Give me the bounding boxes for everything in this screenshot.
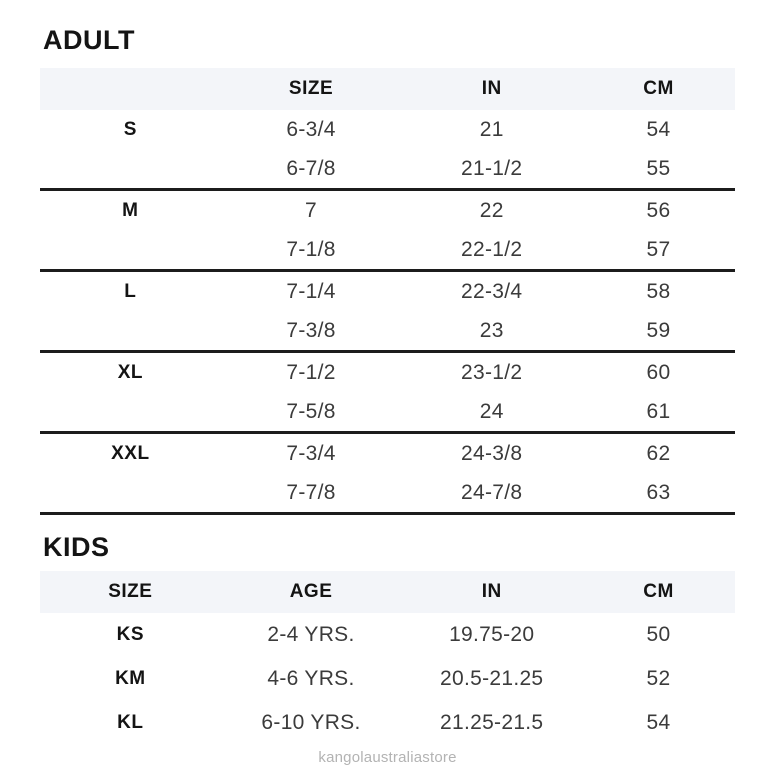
size-group-s	[40, 110, 735, 191]
cm-value: 62	[646, 441, 671, 465]
table-row	[40, 392, 735, 431]
hat-size-value: 7-3/8	[286, 318, 336, 342]
adult-header-cm: CM	[643, 78, 674, 99]
cm-value: 50	[646, 623, 671, 646]
cm-value: 55	[646, 156, 671, 180]
cm-value: 54	[646, 711, 671, 734]
size-group-m	[40, 191, 735, 272]
table-row	[40, 434, 735, 473]
table-row	[40, 230, 735, 269]
cm-value: 60	[646, 360, 671, 384]
inches-value: 24	[479, 399, 504, 423]
hat-size-value: 7-7/8	[286, 480, 336, 504]
size-label: L	[124, 280, 137, 302]
age-value: 2-4 YRS.	[267, 623, 355, 646]
inches-value: 21.25-21.5	[440, 711, 544, 734]
table-row	[40, 613, 735, 657]
cm-value: 56	[646, 198, 671, 222]
hat-size-value: 6-3/4	[286, 117, 336, 141]
cm-value: 57	[646, 237, 671, 261]
size-label: XXL	[111, 442, 150, 464]
table-row	[40, 311, 735, 350]
table-row	[40, 149, 735, 188]
hat-size-value: 7	[305, 198, 318, 222]
size-label: KL	[117, 712, 144, 733]
adult-section-title: ADULT	[43, 25, 135, 55]
age-value: 4-6 YRS.	[267, 667, 355, 690]
table-row	[40, 657, 735, 701]
table-row	[40, 473, 735, 512]
inches-value: 23	[479, 318, 504, 342]
hat-size-value: 7-1/8	[286, 237, 336, 261]
inches-value: 21	[479, 117, 504, 141]
kids-header-size: SIZE	[108, 581, 153, 602]
adult-header-in: IN	[481, 78, 502, 99]
inches-value: 24-3/8	[461, 441, 523, 465]
inches-value: 22-3/4	[461, 279, 523, 303]
cm-value: 63	[646, 480, 671, 504]
hat-size-value: 6-7/8	[286, 156, 336, 180]
inches-value: 24-7/8	[461, 480, 523, 504]
inches-value: 21-1/2	[461, 156, 523, 180]
table-row	[40, 191, 735, 230]
table-row	[40, 272, 735, 311]
hat-size-value: 7-1/2	[286, 360, 336, 384]
adult-size-table	[40, 68, 735, 515]
table-row	[40, 110, 735, 149]
hat-size-value: 7-1/4	[286, 279, 336, 303]
age-value: 6-10 YRS.	[261, 711, 361, 734]
inches-value: 20.5-21.25	[440, 667, 544, 690]
table-row	[40, 353, 735, 392]
cm-value: 54	[646, 117, 671, 141]
table-row	[40, 701, 735, 745]
cm-value: 52	[646, 667, 671, 690]
inches-value: 23-1/2	[461, 360, 523, 384]
size-label: KM	[115, 668, 146, 689]
cm-value: 59	[646, 318, 671, 342]
store-watermark: kangolaustraliastore	[318, 749, 457, 766]
inches-value: 19.75-20	[449, 623, 535, 646]
kids-header-in: IN	[481, 581, 502, 602]
size-group-xxl	[40, 434, 735, 515]
hat-size-value: 7-3/4	[286, 441, 336, 465]
adult-table-header-row	[40, 68, 735, 110]
adult-header-size: SIZE	[288, 78, 334, 99]
size-group-l	[40, 272, 735, 353]
size-group-xl	[40, 353, 735, 434]
kids-header-cm: CM	[643, 581, 674, 602]
inches-value: 22	[479, 198, 504, 222]
size-label: S	[123, 118, 137, 140]
size-label: XL	[117, 361, 143, 383]
size-label: KS	[116, 624, 145, 645]
cm-value: 61	[646, 399, 671, 423]
kids-size-table	[40, 571, 735, 745]
size-label: M	[122, 199, 139, 221]
hat-size-value: 7-5/8	[286, 399, 336, 423]
kids-section-title: KIDS	[43, 532, 110, 562]
kids-table-header-row	[40, 571, 735, 613]
cm-value: 58	[646, 279, 671, 303]
kids-header-age: AGE	[289, 581, 333, 602]
inches-value: 22-1/2	[461, 237, 523, 261]
